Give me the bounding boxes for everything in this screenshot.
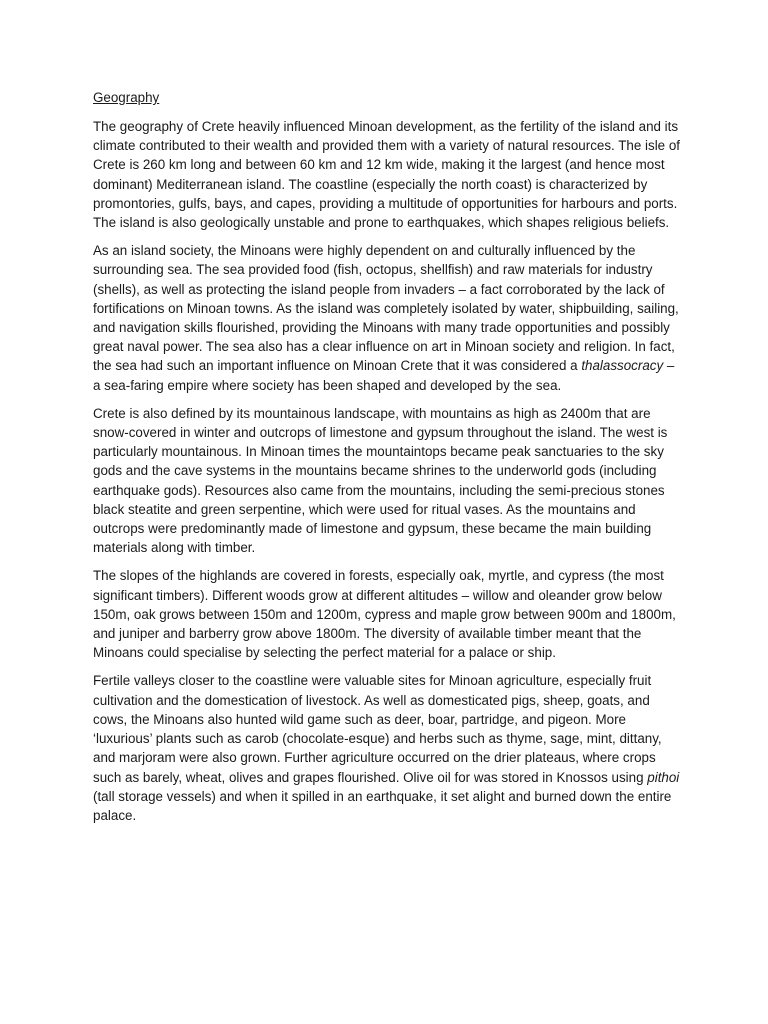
paragraph-5 — [93, 671, 683, 825]
italic-term-thalassocracy: thalassocracy — [581, 358, 664, 374]
paragraph-4 — [93, 566, 683, 662]
paragraph-text: Fertile valleys closer to the coastline were valuable sites for Minoan agriculture, especially fruit cultivation and the domestication of livestock. As well as domesticated pigs, sheep, goats, and cows, the Minoans also hunted wild game such as deer, boar, partridge, and pigeon. More ‘luxurious’ plants such as carob (chocolate-esque) and herbs such as thyme, sage, mint, dittany, and marjoram were also grown. Further agriculture occurred on the drier plateaus, where crops such as barely, wheat, olives and grapes flourished. Olive oil for was stored in Knossos using — [93, 673, 662, 785]
paragraph-1 — [93, 117, 683, 232]
paragraph-text: As an island society, the Minoans were highly dependent on and culturally influenced by the surrounding sea. The sea provided food (fish, octopus, shellfish) and raw materials for industry (shells), as well as protecting the island people from invaders – a fact corroborated by the lack of fortifications on Minoan towns. As the island was completely isolated by water, shipbuilding, sailing, and navigation skills flourished, providing the Minoans with many trade opportunities and possibly great naval power. The sea also has a clear influence on art in Minoan society and religion. In fact, the sea had such an important influence on Minoan Crete that it was considered a — [93, 243, 679, 374]
paragraph-2 — [93, 241, 683, 395]
paragraph-text: (tall storage vessels) and when it spilled in an earthquake, it set alight and burned down the entire palace. — [93, 788, 672, 823]
paragraph-text: Crete is also defined by its mountainous landscape, with mountains as high as 2400m that are snow-covered in winter and outcrops of limestone and gypsum throughout the island. The west is particularly mountainous. In Minoan times the mountaintops became peak sanctuaries to the sky gods and the cave systems in the mountains became shrines to the underworld gods (including earthquake gods). Resources also came from the mountains, including the semi-precious stones black steatite and green serpentine, which were used for ritual vases. As the mountains and outcrops were predominantly made of limestone and gypsum, these became the main building materials along with timber. — [93, 405, 668, 556]
italic-term-pithoi: pithoi — [647, 769, 680, 785]
paragraph-text: – a sea-faring empire where society has been shaped and developed by the sea. — [93, 358, 675, 393]
paragraph-3 — [93, 404, 683, 558]
section-heading: Geography — [93, 90, 160, 105]
document-body — [93, 88, 683, 834]
paragraph-text: The slopes of the highlands are covered in forests, especially oak, myrtle, and cypress (the most significant timbers). Different woods grow at different altitudes – willow and oleander grow below 150m, oak grows between 150m and 1200m, cypress and maple grow between 900m and 1800m, and juniper and barberry grow above 1800m. The diversity of available timber meant that the Minoans could specialise by selecting the perfect material for a palace or ship. — [93, 568, 676, 661]
paragraph-text: The geography of Crete heavily influenced Minoan development, as the fertility of the island and its climate contributed to their wealth and provided them with a variety of natural resources. The isle of Crete is 260 km long and between 60 km and 12 km wide, making it the largest (and hence most dominant) Mediterranean island. The coastline (especially the north coast) is characterized by promontories, gulfs, bays, and capes, providing a multitude of opportunities for harbours and ports. The island is also geologically unstable and prone to earthquakes, which shapes religious beliefs. — [93, 119, 681, 231]
